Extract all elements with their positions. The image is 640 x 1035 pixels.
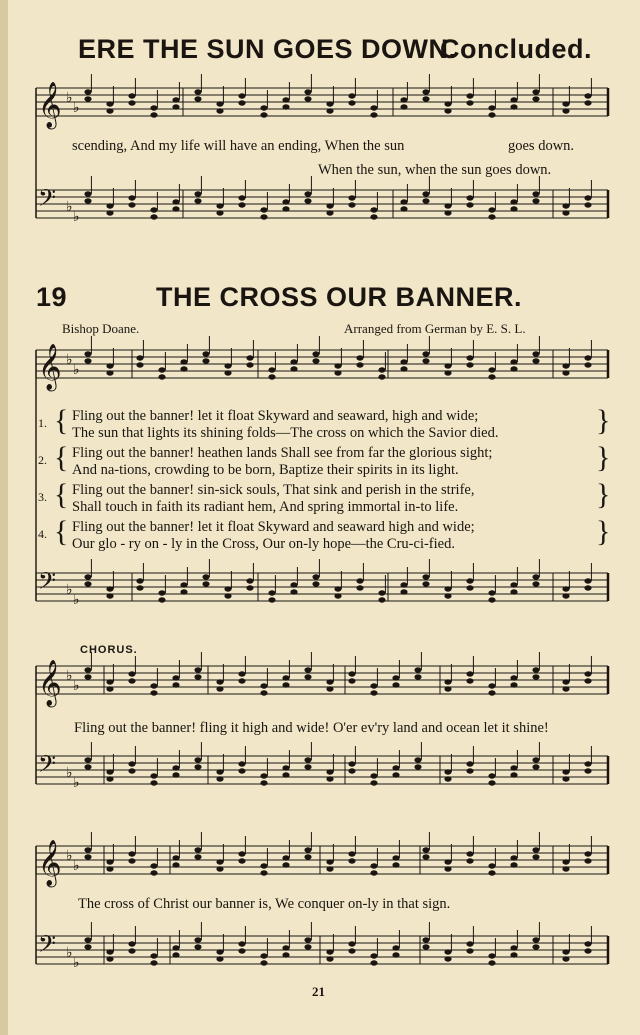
top-subtitle: Concluded. xyxy=(440,34,592,64)
chorus-label: CHORUS. xyxy=(80,644,138,656)
svg-text:♭: ♭ xyxy=(73,955,80,971)
chorus-lyric-1: Fling out the banner! fling it high and wide! O'er ev'ry land and ocean let it shine! xyxy=(74,720,549,736)
brace-left: { xyxy=(54,404,69,437)
svg-text:♭: ♭ xyxy=(73,592,80,608)
brace-right: } xyxy=(596,441,611,474)
svg-text:♭: ♭ xyxy=(66,668,73,684)
svg-text:♭: ♭ xyxy=(66,199,73,215)
svg-text:♭: ♭ xyxy=(66,765,73,781)
verse-number: 1. xyxy=(38,416,47,430)
arranger-credit: Arranged from German by E. S. L. xyxy=(344,321,526,336)
verse-line: Our glo - ry on - ly in the Cross, Our on-ly hope—the Cru-ci-fied. xyxy=(72,536,455,552)
svg-text:♭: ♭ xyxy=(73,858,80,874)
brace-right: } xyxy=(596,515,611,548)
verse-number: 2. xyxy=(38,453,47,467)
verse-number: 3. xyxy=(38,490,47,504)
author-credit: Bishop Doane. xyxy=(62,321,140,336)
page-number: 21 xyxy=(312,984,325,999)
hymn-number: 19 xyxy=(36,282,68,312)
svg-text:𝄞: 𝄞 xyxy=(38,840,62,886)
svg-text:𝄞: 𝄞 xyxy=(38,660,62,706)
svg-text:♭: ♭ xyxy=(66,352,73,368)
svg-text:𝄢: 𝄢 xyxy=(38,567,57,600)
svg-text:♭: ♭ xyxy=(73,775,80,791)
svg-text:♭: ♭ xyxy=(73,362,80,378)
svg-text:♭: ♭ xyxy=(66,945,73,961)
verse-line: Fling out the banner! let it float Skyward and seaward, high and wide; xyxy=(72,408,479,424)
svg-text:𝄢: 𝄢 xyxy=(38,750,57,783)
verse-line: Fling out the banner! let it float Skyward and seaward high and wide; xyxy=(72,519,475,535)
svg-text:𝄞: 𝄞 xyxy=(38,344,62,390)
chorus-lyric-2: The cross of Christ our banner is, We conquer on-ly in that sign. xyxy=(78,896,451,912)
hymn-title: THE CROSS OUR BANNER. xyxy=(156,282,523,312)
brace-left: { xyxy=(54,441,69,474)
top-lyric-line-1: scending, And my life will have an ending, When the sun xyxy=(72,138,405,154)
brace-right: } xyxy=(596,478,611,511)
verse-number: 4. xyxy=(38,527,47,541)
top-lyric-line-2: When the sun, when the sun goes down. xyxy=(318,162,552,178)
verse-line: Fling out the banner! sin-sick souls, That sink and perish in the strife, xyxy=(72,482,475,498)
top-title: ERE THE SUN GOES DOWN. xyxy=(78,34,457,64)
svg-text:♭: ♭ xyxy=(66,848,73,864)
brace-left: { xyxy=(54,478,69,511)
svg-text:𝄢: 𝄢 xyxy=(38,184,57,217)
svg-text:♭: ♭ xyxy=(66,582,73,598)
svg-text:♭: ♭ xyxy=(66,90,73,106)
verse-line: And na-tions, crowding to be born, Baptize their spirits in its light. xyxy=(72,462,459,478)
svg-text:♭: ♭ xyxy=(73,209,80,225)
svg-text:𝄢: 𝄢 xyxy=(38,930,57,963)
svg-text:♭: ♭ xyxy=(73,100,80,116)
top-lyric-line-1b: goes down. xyxy=(508,138,575,154)
brace-left: { xyxy=(54,515,69,548)
svg-text:𝄞: 𝄞 xyxy=(38,82,62,128)
verse-line: The sun that lights its shining folds—The cross on which the Savior died. xyxy=(72,425,499,441)
verse-line: Shall touch in faith its radiant hem, And spring immortal in-to life. xyxy=(72,499,459,515)
svg-text:♭: ♭ xyxy=(73,678,80,694)
brace-right: } xyxy=(596,404,611,437)
verse-line: Fling out the banner! heathen lands Shall see from far the glorious sight; xyxy=(72,445,493,461)
